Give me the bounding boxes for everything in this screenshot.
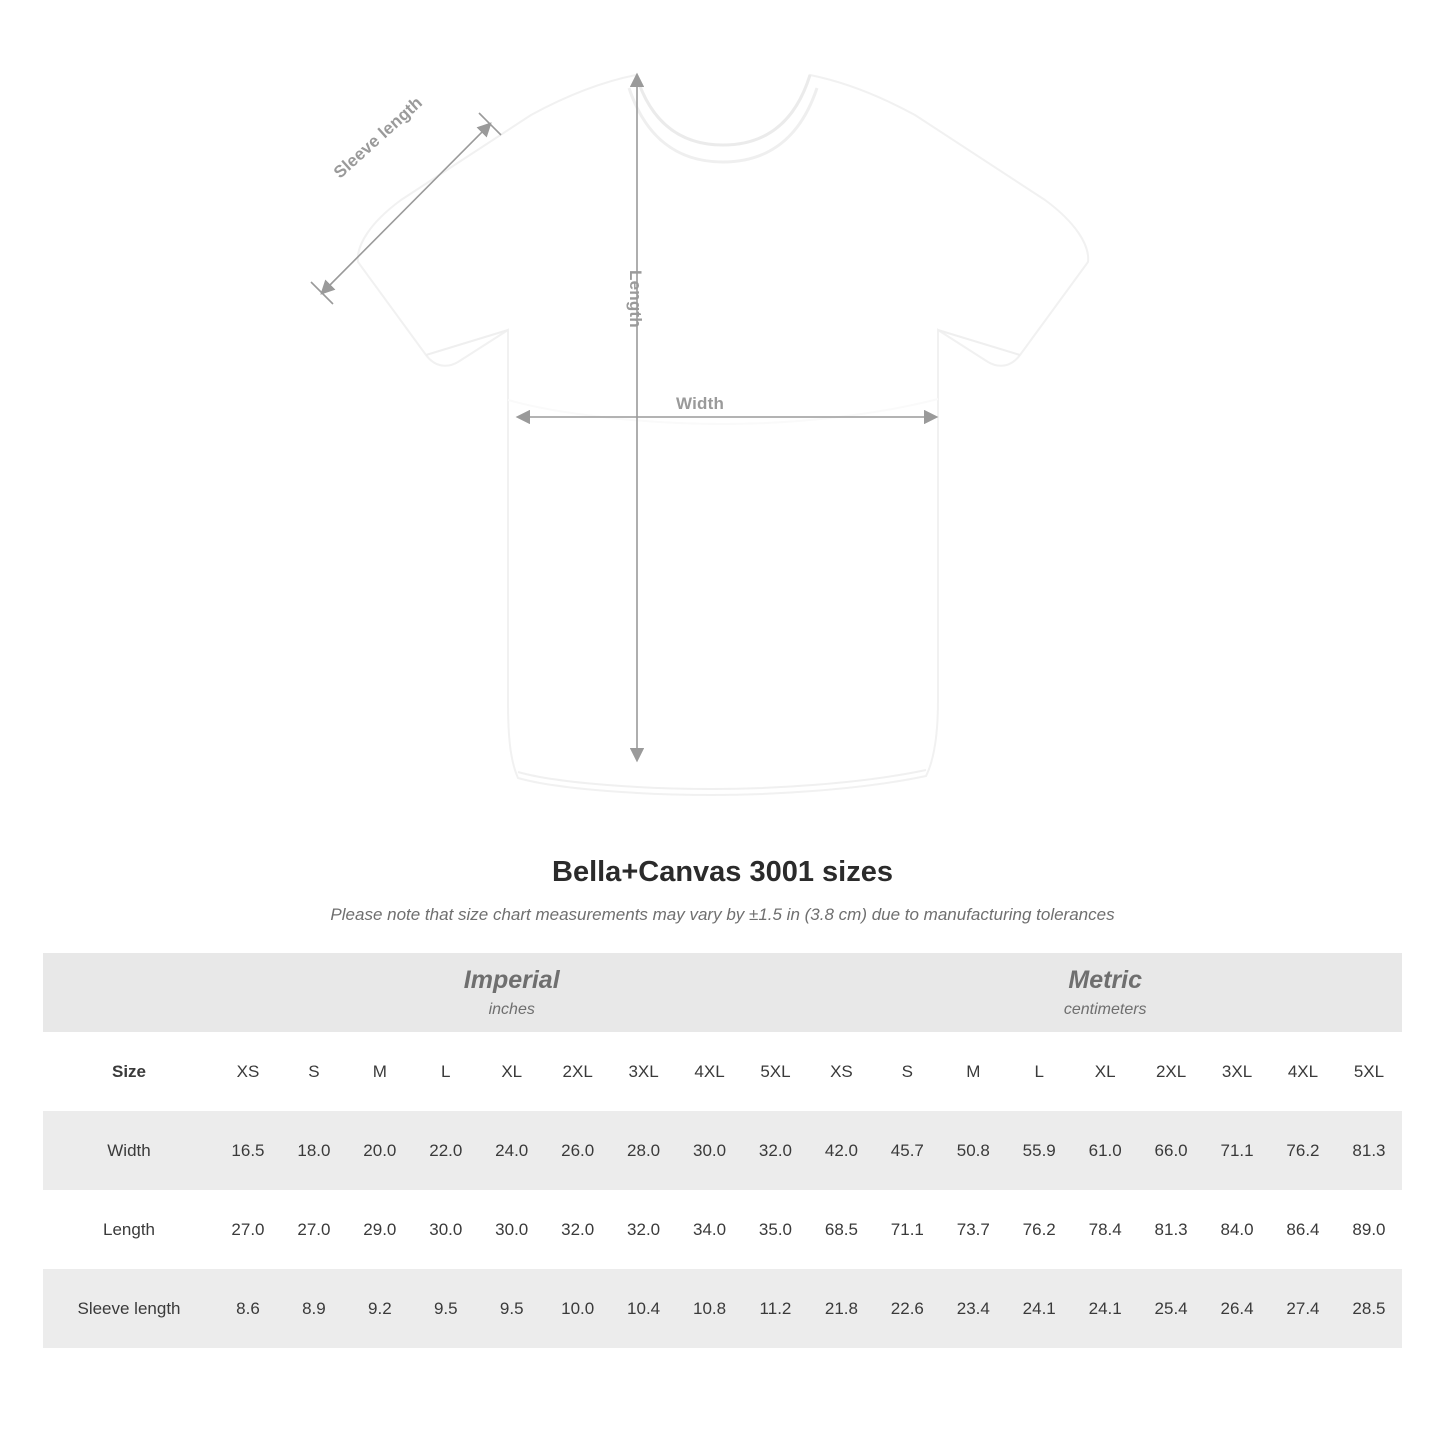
cell-sleeve-metric-4xl: 27.4	[1270, 1269, 1336, 1348]
cell-width-imperial-3xl: 28.0	[611, 1111, 677, 1190]
cell-width-metric-s: 45.7	[874, 1111, 940, 1190]
cell-length-metric-m: 73.7	[940, 1190, 1006, 1269]
cell-width-metric-4xl: 76.2	[1270, 1111, 1336, 1190]
unit-group-imperial	[215, 953, 808, 1032]
row-label-sleeve-length: Sleeve length	[43, 1269, 215, 1348]
table-row	[43, 1190, 1402, 1269]
table-unit-row	[43, 953, 1402, 1032]
cell-length-imperial-4xl: 34.0	[677, 1190, 743, 1269]
cell-width-imperial-m: 20.0	[347, 1111, 413, 1190]
header-size-metric-xl: XL	[1072, 1032, 1138, 1111]
cell-width-metric-xl: 61.0	[1072, 1111, 1138, 1190]
cell-sleeve-imperial-xl: 9.5	[479, 1269, 545, 1348]
header-size-imperial-m: M	[347, 1032, 413, 1111]
cell-width-imperial-4xl: 30.0	[677, 1111, 743, 1190]
table-row	[43, 1269, 1402, 1348]
cell-length-imperial-3xl: 32.0	[611, 1190, 677, 1269]
cell-length-metric-xs: 68.5	[808, 1190, 874, 1269]
header-size-metric-5xl: 5XL	[1336, 1032, 1402, 1111]
header-size-metric-3xl: 3XL	[1204, 1032, 1270, 1111]
cell-width-imperial-s: 18.0	[281, 1111, 347, 1190]
unit-title-imperial: Imperial	[463, 966, 560, 995]
cell-sleeve-imperial-m: 9.2	[347, 1269, 413, 1348]
cell-length-imperial-2xl: 32.0	[545, 1190, 611, 1269]
sleeve-length-label: Sleeve length	[330, 92, 427, 183]
header-size-metric-m: M	[940, 1032, 1006, 1111]
page-title: Bella+Canvas 3001 sizes	[552, 856, 893, 888]
cell-sleeve-metric-s: 22.6	[874, 1269, 940, 1348]
cell-sleeve-metric-m: 23.4	[940, 1269, 1006, 1348]
width-label: Width	[676, 394, 725, 413]
cell-length-imperial-xs: 27.0	[215, 1190, 281, 1269]
cell-sleeve-imperial-2xl: 10.0	[545, 1269, 611, 1348]
cell-length-imperial-s: 27.0	[281, 1190, 347, 1269]
header-size-imperial-3xl: 3XL	[611, 1032, 677, 1111]
cell-sleeve-metric-2xl: 25.4	[1138, 1269, 1204, 1348]
tolerance-note: Please note that size chart measurements may vary by ±1.5 in (3.8 cm) due to manufacturing tolerances	[330, 905, 1115, 924]
cell-sleeve-imperial-3xl: 10.4	[611, 1269, 677, 1348]
cell-length-metric-xl: 78.4	[1072, 1190, 1138, 1269]
unit-subtitle-metric: centimeters	[1063, 1000, 1147, 1018]
header-size-metric-2xl: 2XL	[1138, 1032, 1204, 1111]
cell-length-metric-5xl: 89.0	[1336, 1190, 1402, 1269]
cell-sleeve-imperial-l: 9.5	[413, 1269, 479, 1348]
cell-width-imperial-xl: 24.0	[479, 1111, 545, 1190]
size-table	[43, 953, 1402, 1348]
unit-title-metric: Metric	[1068, 966, 1143, 995]
cell-length-imperial-5xl: 35.0	[743, 1190, 809, 1269]
cell-sleeve-imperial-s: 8.9	[281, 1269, 347, 1348]
table-header-row	[43, 1032, 1402, 1111]
header-size-imperial-xs: XS	[215, 1032, 281, 1111]
header-size-imperial-5xl: 5XL	[743, 1032, 809, 1111]
header-size-imperial-2xl: 2XL	[545, 1032, 611, 1111]
row-label-width: Width	[43, 1111, 215, 1190]
header-size-metric-xs: XS	[808, 1032, 874, 1111]
cell-length-imperial-l: 30.0	[413, 1190, 479, 1269]
table-row	[43, 1111, 1402, 1190]
cell-sleeve-metric-xl: 24.1	[1072, 1269, 1138, 1348]
cell-width-metric-l: 55.9	[1006, 1111, 1072, 1190]
cell-width-imperial-xs: 16.5	[215, 1111, 281, 1190]
header-size-metric-s: S	[874, 1032, 940, 1111]
header-size: Size	[43, 1032, 215, 1111]
header-size-imperial-s: S	[281, 1032, 347, 1111]
unit-subtitle-imperial: inches	[488, 1000, 535, 1018]
cell-length-imperial-m: 29.0	[347, 1190, 413, 1269]
cell-width-metric-xs: 42.0	[808, 1111, 874, 1190]
cell-sleeve-metric-3xl: 26.4	[1204, 1269, 1270, 1348]
cell-length-metric-4xl: 86.4	[1270, 1190, 1336, 1269]
header-size-imperial-4xl: 4XL	[677, 1032, 743, 1111]
tshirt-shape	[358, 75, 1088, 795]
cell-length-metric-3xl: 84.0	[1204, 1190, 1270, 1269]
header-size-metric-4xl: 4XL	[1270, 1032, 1336, 1111]
row-label-length: Length	[43, 1190, 215, 1269]
header-size-imperial-xl: XL	[479, 1032, 545, 1111]
cell-width-imperial-l: 22.0	[413, 1111, 479, 1190]
cell-sleeve-imperial-5xl: 11.2	[743, 1269, 809, 1348]
header-size-metric-l: L	[1006, 1032, 1072, 1111]
cell-width-metric-3xl: 71.1	[1204, 1111, 1270, 1190]
unit-row-spacer	[43, 953, 215, 1032]
cell-length-metric-l: 76.2	[1006, 1190, 1072, 1269]
cell-width-metric-5xl: 81.3	[1336, 1111, 1402, 1190]
cell-length-metric-s: 71.1	[874, 1190, 940, 1269]
cell-width-imperial-2xl: 26.0	[545, 1111, 611, 1190]
cell-length-metric-2xl: 81.3	[1138, 1190, 1204, 1269]
cell-sleeve-imperial-xs: 8.6	[215, 1269, 281, 1348]
cell-sleeve-imperial-4xl: 10.8	[677, 1269, 743, 1348]
size-table-wrapper	[43, 953, 1402, 1348]
cell-width-imperial-5xl: 32.0	[743, 1111, 809, 1190]
header-size-imperial-l: L	[413, 1032, 479, 1111]
cell-sleeve-metric-l: 24.1	[1006, 1269, 1072, 1348]
cell-sleeve-metric-5xl: 28.5	[1336, 1269, 1402, 1348]
cell-length-imperial-xl: 30.0	[479, 1190, 545, 1269]
cell-width-metric-2xl: 66.0	[1138, 1111, 1204, 1190]
cell-sleeve-metric-xs: 21.8	[808, 1269, 874, 1348]
unit-group-metric	[808, 953, 1402, 1032]
length-label: Length	[626, 270, 645, 328]
cell-width-metric-m: 50.8	[940, 1111, 1006, 1190]
